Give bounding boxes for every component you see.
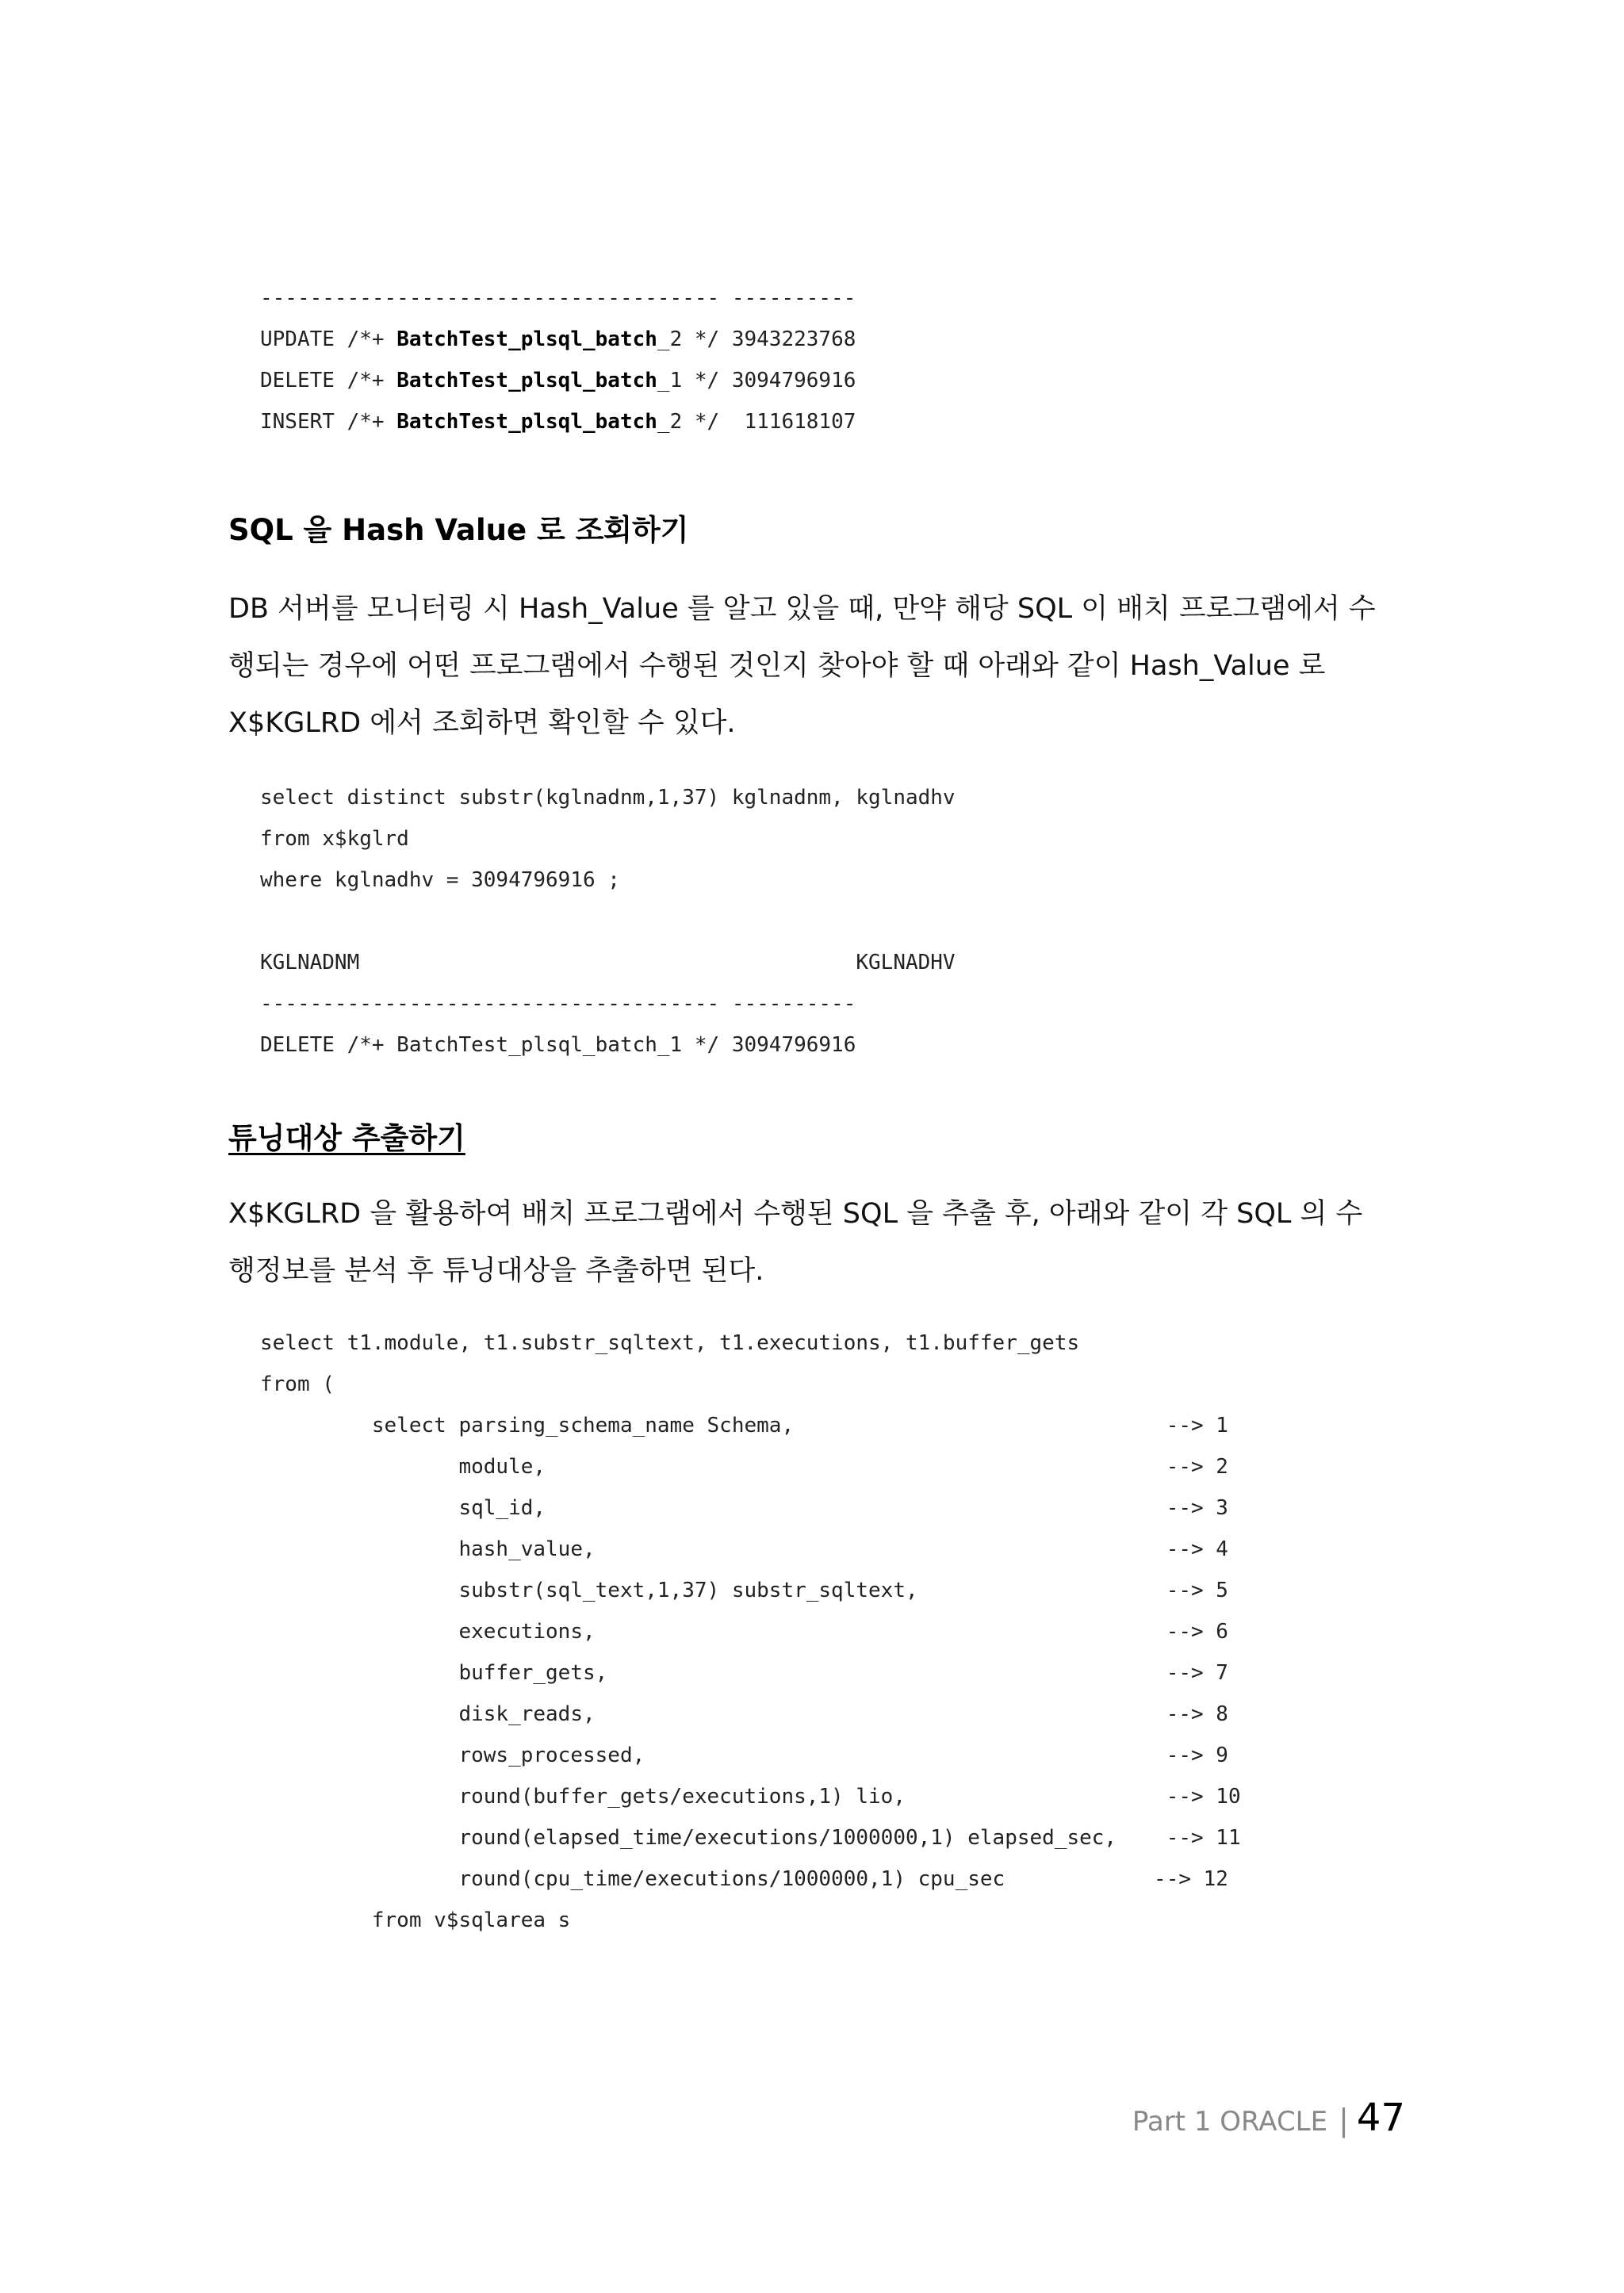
code-text: _2 */ 3943223768 xyxy=(657,327,856,351)
code-bold-text: BatchTest_plsql_batch xyxy=(396,369,657,392)
section2-code-line: rows_processed, --> 9 xyxy=(260,1744,1228,1767)
section1-paragraph xyxy=(228,580,1402,752)
section2-code-line: round(cpu_time/executions/1000000,1) cpu_sec --> 12 xyxy=(260,1867,1228,1891)
code-text: _2 */ 111618107 xyxy=(657,410,856,434)
section2-paragraph xyxy=(228,1185,1402,1300)
section2-code-line: from ( xyxy=(260,1372,335,1396)
paragraph-line: 행되는 경우에 어떤 프로그램에서 수행된 것인지 찾아야 할 때 아래와 같이 Hash_Value 로 xyxy=(228,650,1326,682)
section-heading-hash-value: SQL 을 Hash Value 로 조회하기 xyxy=(228,513,689,547)
top-code-row xyxy=(260,360,856,401)
footer-part-label: Part 1 ORACLE xyxy=(1132,2106,1328,2138)
top-code-row xyxy=(260,319,856,360)
code-text: INSERT /*+ xyxy=(260,410,397,434)
section2-code-line: buffer_gets, --> 7 xyxy=(260,1661,1228,1685)
top-code-row xyxy=(260,401,856,442)
section-heading-tuning-target: 튜닝대상 추출하기 xyxy=(228,1121,465,1155)
section1-code-line: ------------------------------------- ---------- xyxy=(260,992,856,1016)
section1-code-line: select distinct substr(kglnadnm,1,37) kglnadnm, kglnadhv xyxy=(260,786,956,810)
paragraph-line: X$KGLRD 에서 조회하면 확인할 수 있다. xyxy=(228,707,736,739)
code-text: UPDATE /*+ xyxy=(260,327,397,351)
section2-code-line: disk_reads, --> 8 xyxy=(260,1702,1228,1726)
section2-code-line: hash_value, --> 4 xyxy=(260,1537,1228,1561)
top-code-divider: ------------------------------------- ---------- xyxy=(260,286,856,310)
code-bold-text: BatchTest_plsql_batch xyxy=(396,410,657,434)
page-number: 47 xyxy=(1356,2096,1405,2140)
code-text: _1 */ 3094796916 xyxy=(657,369,856,392)
section2-code-line: select parsing_schema_name Schema, --> 1 xyxy=(260,1414,1228,1437)
paragraph-line: X$KGLRD 을 활용하여 배치 프로그램에서 수행된 SQL 을 추출 후, 아래와 같이 각 SQL 의 수 xyxy=(228,1198,1363,1230)
section2-code-line: select t1.module, t1.substr_sqltext, t1.executions, t1.buffer_gets xyxy=(260,1331,1080,1355)
section1-code-line: from x$kglrd xyxy=(260,827,409,851)
section2-code-line: round(buffer_gets/executions,1) lio, --> 10 xyxy=(260,1785,1241,1809)
section1-code-line: DELETE /*+ BatchTest_plsql_batch_1 */ 3094796916 xyxy=(260,1033,856,1057)
code-bold-text: BatchTest_plsql_batch xyxy=(396,327,657,351)
code-text: DELETE /*+ xyxy=(260,369,397,392)
section2-code-line: sql_id, --> 3 xyxy=(260,1496,1228,1520)
section1-code-line: where kglnadhv = 3094796916 ; xyxy=(260,868,620,892)
section2-code-line: module, --> 2 xyxy=(260,1455,1228,1479)
footer-separator: | xyxy=(1339,2103,1349,2138)
section2-code-line: round(elapsed_time/executions/1000000,1) elapsed_sec, --> 11 xyxy=(260,1826,1241,1850)
paragraph-line: 행정보를 분석 후 튜닝대상을 추출하면 된다. xyxy=(228,1255,764,1287)
section2-code-line: executions, --> 6 xyxy=(260,1620,1228,1644)
section2-code-line: substr(sql_text,1,37) substr_sqltext, --> 5 xyxy=(260,1579,1228,1602)
section2-code-line: from v$sqlarea s xyxy=(260,1908,571,1932)
paragraph-line: DB 서버를 모니터링 시 Hash_Value 를 알고 있을 때, 만약 해당 SQL 이 배치 프로그램에서 수 xyxy=(228,593,1376,625)
section1-code-line: KGLNADNM KGLNADHV xyxy=(260,951,956,974)
page-footer xyxy=(1132,2096,1405,2140)
